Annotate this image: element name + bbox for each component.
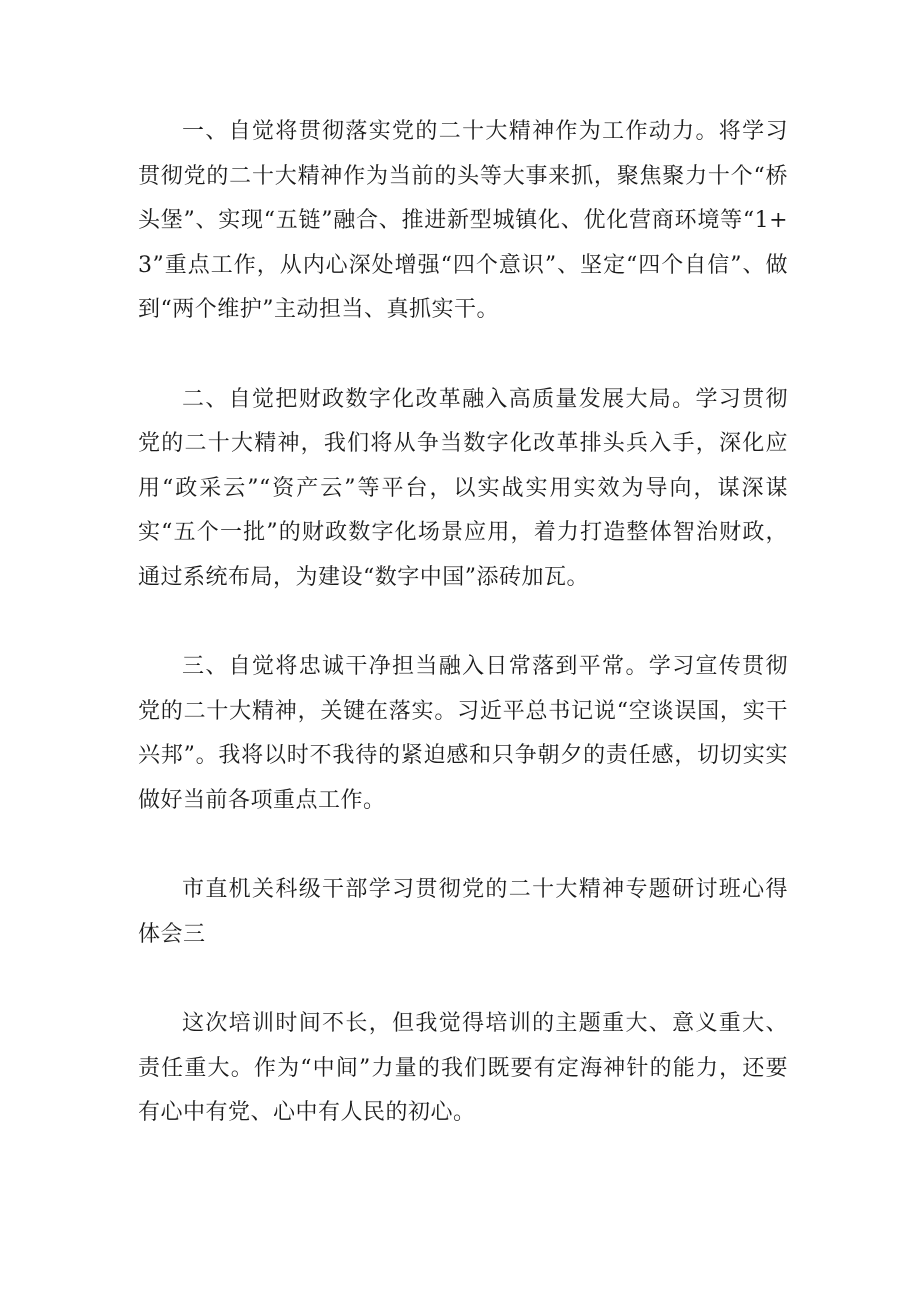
paragraph-gap: [138, 823, 788, 868]
paragraph-four: 这次培训时间不长，但我觉得培训的主题重大、意义重大、责任重大。作为“中间”力量的我们既要有定海神针的能力，还要有心中有党、心中有人民的初心。: [138, 1011, 788, 1125]
paragraph-gap: [138, 333, 788, 378]
paragraph-two: 二、自觉把财政数字化改革融入高质量发展大局。学习贯彻党的二十大精神，我们将从争当数字化改革排头兵入手，深化应用“政采云”“资产云”等平台，以实战实用实效为导向，谋深谋实“五个一批”的财政数字化场景应用，着力打造整体智治财政，通过系统布局，为建设“数字中国”添砖加瓦。: [138, 386, 788, 590]
paragraph-three: 三、自觉将忠诚干净担当融入日常落到平常。学习宣传贯彻党的二十大精神，关键在落实。习近平总书记说“空谈误国，实干兴邦”。我将以时不我待的紧迫感和只争朝夕的责任感，切切实实做好当前各项重点工作。: [138, 654, 788, 813]
document-body: [138, 110, 788, 1136]
paragraph-one: 一、自觉将贯彻落实党的二十大精神作为工作动力。将学习贯彻党的二十大精神作为当前的头等大事来抓，聚焦聚力十个“桥头堡”、实现“五链”融合、推进新型城镇化、优化营商环境等“1+3”重点工作，从内心深处增强“四个意识”、坚定“四个自信”、做到“两个维护”主动担当、真抓实干。: [138, 119, 788, 322]
section-title: 市直机关科级干部学习贯彻党的二十大精神专题研讨班心得体会三: [138, 877, 788, 947]
paragraph-gap: [138, 600, 788, 645]
paragraph-gap: [138, 957, 788, 1002]
